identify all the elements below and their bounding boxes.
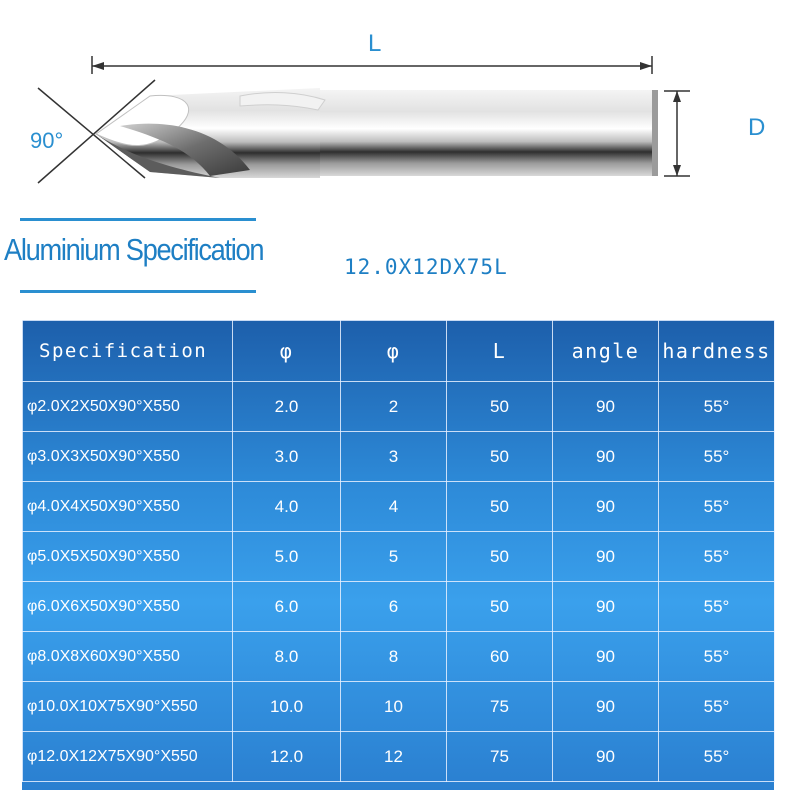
cell-cutting-diameter: 5.0 — [233, 532, 341, 582]
cell-shank-diameter: 6 — [341, 582, 447, 632]
tool-drawing — [0, 0, 800, 200]
cell-spec: φ4.0X4X50X90°X550 — [23, 482, 233, 532]
cell-cutting-diameter: 3.0 — [233, 432, 341, 482]
cell-spec: φ6.0X6X50X90°X550 — [23, 582, 233, 632]
cell-angle: 90 — [553, 532, 659, 582]
cell-hardness: 55° — [659, 432, 775, 482]
cell-spec: φ8.0X8X60X90°X550 — [23, 632, 233, 682]
cell-angle: 90 — [553, 632, 659, 682]
cell-cutting-diameter: 4.0 — [233, 482, 341, 532]
cell-hardness: 55° — [659, 382, 775, 432]
table-row — [23, 432, 775, 482]
length-label: L — [368, 30, 382, 57]
cell-shank-diameter: 8 — [341, 632, 447, 682]
cell-shank-diameter: 3 — [341, 432, 447, 482]
cell-hardness: 55° — [659, 482, 775, 532]
cell-length: 50 — [447, 432, 553, 482]
cell-hardness: 55° — [659, 632, 775, 682]
table-row — [23, 582, 775, 632]
cell-angle: 90 — [553, 432, 659, 482]
cell-angle: 90 — [553, 482, 659, 532]
cell-cutting-diameter: 12.0 — [233, 732, 341, 782]
table-row — [23, 682, 775, 732]
cell-cutting-diameter: 10.0 — [233, 682, 341, 732]
header-length: L — [447, 321, 553, 382]
table-row — [23, 532, 775, 582]
table-row — [23, 482, 775, 532]
cell-length: 75 — [447, 732, 553, 782]
table-row — [23, 382, 775, 432]
cell-length: 60 — [447, 632, 553, 682]
cell-spec: φ3.0X3X50X90°X550 — [23, 432, 233, 482]
cell-shank-diameter: 4 — [341, 482, 447, 532]
table-row — [23, 632, 775, 682]
diameter-label: D — [748, 114, 766, 141]
spec-table — [22, 320, 775, 782]
model-code: 12.0X12DX75L — [344, 255, 508, 279]
angle-label: 90° — [30, 128, 64, 153]
table-header-row — [23, 321, 775, 382]
cell-length: 50 — [447, 532, 553, 582]
header-specification: Specification — [23, 321, 233, 382]
cell-spec: φ12.0X12X75X90°X550 — [23, 732, 233, 782]
cell-hardness: 55° — [659, 582, 775, 632]
cell-hardness: 55° — [659, 732, 775, 782]
table-row — [23, 732, 775, 782]
page-title: Aluminium Specification — [4, 232, 264, 267]
cell-length: 50 — [447, 482, 553, 532]
cell-spec: φ2.0X2X50X90°X550 — [23, 382, 233, 432]
spec-table-panel — [22, 320, 774, 790]
end-mill-illustration — [0, 0, 800, 200]
cell-angle: 90 — [553, 682, 659, 732]
cell-shank-diameter: 10 — [341, 682, 447, 732]
cell-shank-diameter: 12 — [341, 732, 447, 782]
cell-angle: 90 — [553, 582, 659, 632]
header-shank-diameter: φ — [341, 321, 447, 382]
cell-length: 50 — [447, 582, 553, 632]
length-dimension — [92, 56, 652, 74]
title-rule-top — [20, 218, 256, 221]
cell-shank-diameter: 5 — [341, 532, 447, 582]
header-hardness: hardness — [659, 321, 775, 382]
cell-angle: 90 — [553, 732, 659, 782]
header-cutting-diameter: φ — [233, 321, 341, 382]
shank — [300, 90, 656, 176]
cell-spec: φ5.0X5X50X90°X550 — [23, 532, 233, 582]
title-rule-bottom — [20, 290, 256, 293]
cell-shank-diameter: 2 — [341, 382, 447, 432]
cell-hardness: 55° — [659, 532, 775, 582]
cell-angle: 90 — [553, 382, 659, 432]
cell-cutting-diameter: 6.0 — [233, 582, 341, 632]
cell-spec: φ10.0X10X75X90°X550 — [23, 682, 233, 732]
cell-length: 75 — [447, 682, 553, 732]
cell-cutting-diameter: 2.0 — [233, 382, 341, 432]
header-angle: angle — [553, 321, 659, 382]
diameter-dimension — [664, 91, 690, 176]
cell-cutting-diameter: 8.0 — [233, 632, 341, 682]
cell-length: 50 — [447, 382, 553, 432]
cell-hardness: 55° — [659, 682, 775, 732]
